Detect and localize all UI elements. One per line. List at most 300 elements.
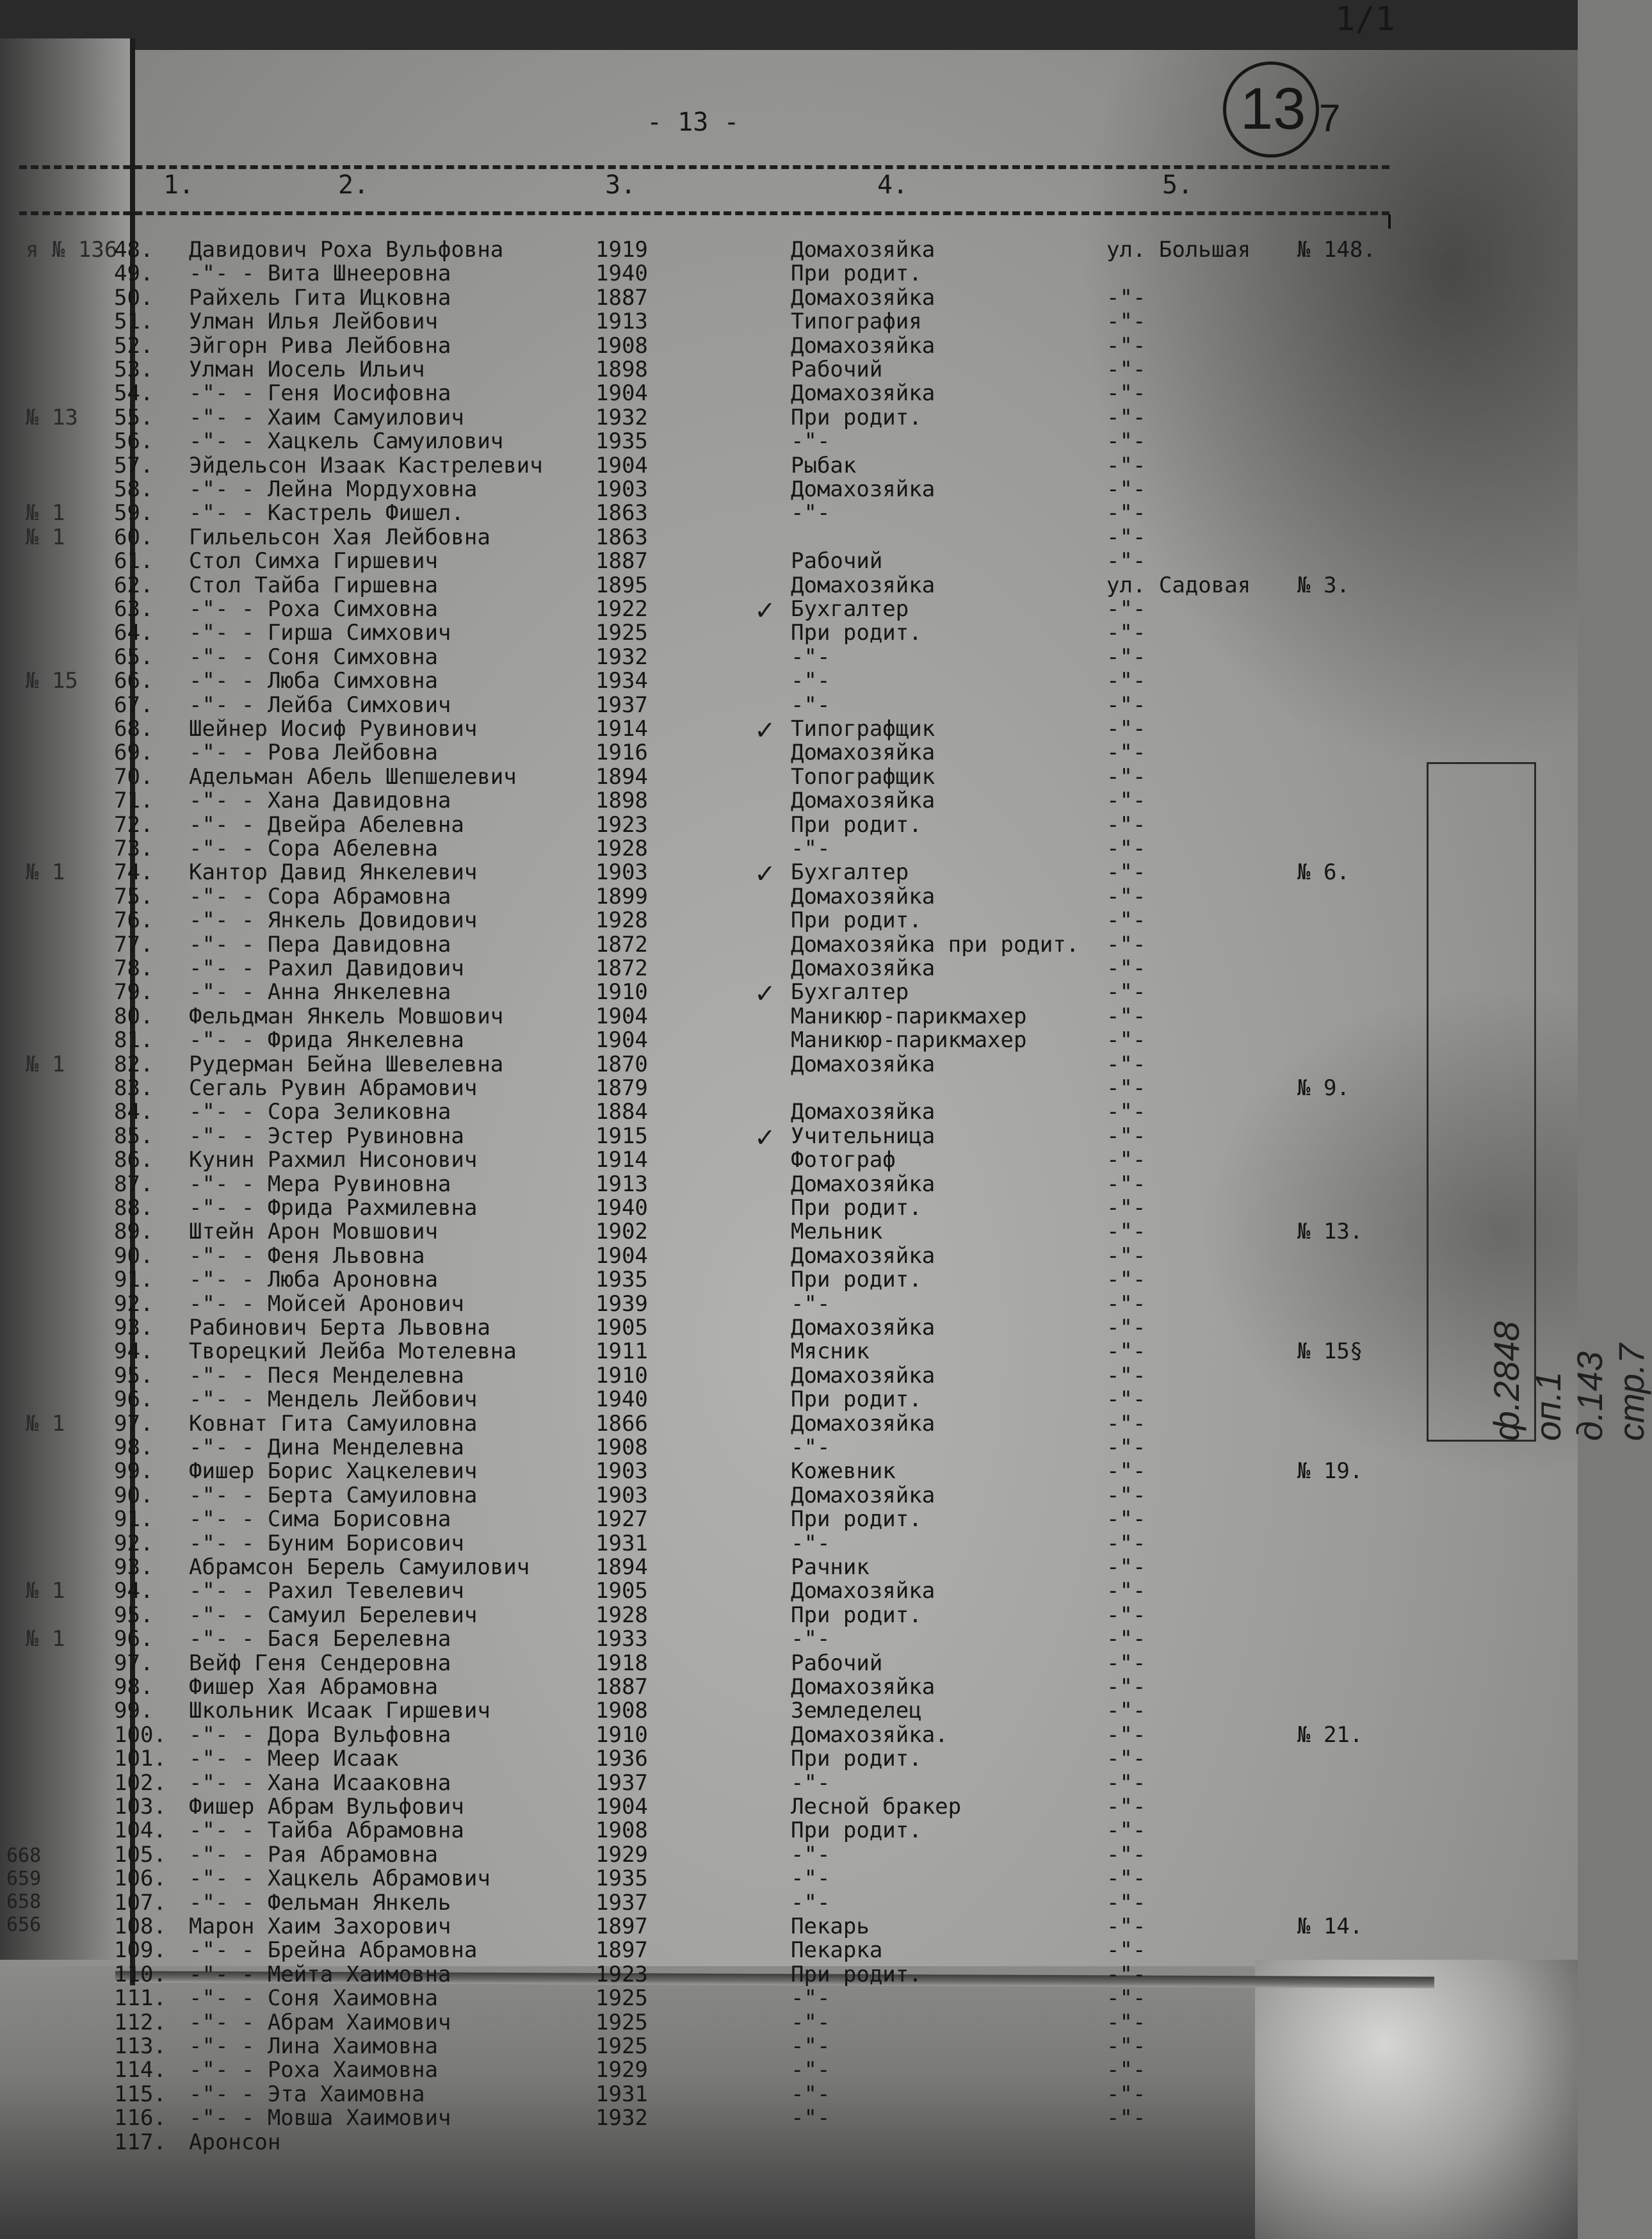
person-name: -"- - Брейна Абрамовна xyxy=(189,1937,478,1964)
birth-year: 1934 xyxy=(595,668,648,694)
birth-year: 1904 xyxy=(595,1027,648,1054)
occupation: -"- xyxy=(791,1889,830,1916)
street-address: ул. Садовая xyxy=(1106,572,1251,598)
table-row xyxy=(0,573,1578,596)
row-margin-note: № 1 xyxy=(26,1410,65,1437)
person-name: Кунин Рахмил Нисонович xyxy=(189,1147,478,1173)
street-address: -"- xyxy=(1106,811,1146,838)
table-row xyxy=(0,500,1578,524)
check-mark-icon: ✓ xyxy=(754,717,776,745)
person-name: Гильельсон Хая Лейбовна xyxy=(189,524,490,550)
row-number: 52. xyxy=(114,332,154,359)
person-name: -"- - Сора Абрамовна xyxy=(189,883,451,909)
street-address: -"- xyxy=(1106,1722,1146,1748)
person-name: Рудерман Бейна Шевелевна xyxy=(189,1051,504,1077)
person-name: -"- - Фрида Рахмилевна xyxy=(189,1195,478,1221)
street-address: -"- xyxy=(1106,1889,1146,1916)
header-tick xyxy=(1388,215,1391,229)
table-row xyxy=(0,237,1578,261)
occupation: При родит. xyxy=(791,620,922,646)
table-row xyxy=(0,1458,1578,1485)
person-name: -"- - Мера Рувиновна xyxy=(189,1171,451,1197)
person-name: -"- - Рова Лейбовна xyxy=(189,740,438,766)
house-number: № 3. xyxy=(1297,572,1350,598)
table-row xyxy=(0,1171,1578,1195)
occupation: При родит. xyxy=(791,1602,922,1628)
birth-year: 1925 xyxy=(595,2033,648,2059)
person-name: -"- - Янкель Довидович xyxy=(189,908,478,934)
row-number: 117. xyxy=(114,2129,166,2155)
person-name: Стол Тайба Гиршевна xyxy=(189,572,438,598)
occupation: При родит. xyxy=(791,1387,922,1413)
street-address: -"- xyxy=(1106,2033,1146,2059)
table-row xyxy=(0,764,1578,788)
row-number: 94. xyxy=(114,1339,154,1365)
occupation: Домахозяйка xyxy=(791,788,935,814)
person-name: Улман Иосель Ильич xyxy=(189,357,425,382)
table-row xyxy=(0,908,1578,934)
table-row xyxy=(0,1794,1578,1818)
row-number: 98. xyxy=(114,1674,154,1700)
row-number: 112. xyxy=(114,2009,166,2035)
birth-year: 1879 xyxy=(595,1075,648,1101)
street-address: -"- xyxy=(1106,1027,1146,1054)
birth-year: 1904 xyxy=(595,1794,648,1820)
occupation: Домахозяйка xyxy=(791,476,935,502)
street-address: ул. Большая xyxy=(1106,237,1251,263)
occupation: Типографщик xyxy=(791,716,935,742)
occupation: Рачник xyxy=(791,1554,870,1580)
birth-year: 1870 xyxy=(595,1051,648,1077)
person-name: Фишер Борис Хацкелевич xyxy=(189,1458,478,1485)
street-address: -"- xyxy=(1106,1242,1146,1269)
person-name: -"- - Фельман Янкель xyxy=(189,1889,451,1916)
row-number: 96. xyxy=(114,1387,154,1413)
person-name: Вейф Геня Сендеровна xyxy=(189,1650,451,1676)
street-address: -"- xyxy=(1106,1075,1146,1101)
table-row xyxy=(0,1195,1578,1219)
street-address: -"- xyxy=(1106,1841,1146,1868)
occupation: -"- xyxy=(791,1866,830,1892)
row-number: 83. xyxy=(114,1075,154,1101)
table-row xyxy=(0,1531,1578,1554)
table-row xyxy=(0,428,1578,455)
person-name: Адельман Абель Шепшелевич xyxy=(189,763,517,790)
table-row xyxy=(0,2129,1578,2153)
table-row xyxy=(0,1219,1578,1245)
table-row xyxy=(0,956,1578,979)
occupation: Домахозяйка xyxy=(791,380,935,407)
occupation: Пекарка xyxy=(791,1937,883,1964)
street-address: -"- xyxy=(1106,836,1146,861)
row-number: 111. xyxy=(114,1985,166,2012)
table-row xyxy=(0,1075,1578,1099)
birth-year: 1931 xyxy=(595,2081,648,2107)
street-address: -"- xyxy=(1106,1746,1146,1772)
street-address: -"- xyxy=(1106,1123,1146,1149)
person-name: -"- - Вита Шнееровна xyxy=(189,261,451,287)
table-row xyxy=(0,525,1578,548)
street-address: -"- xyxy=(1106,740,1146,766)
occupation: Мельник xyxy=(791,1219,883,1245)
person-name: Аронсон xyxy=(189,2129,281,2155)
street-address: -"- xyxy=(1106,1051,1146,1077)
birth-year: 1929 xyxy=(595,1841,648,1868)
row-number: 85. xyxy=(114,1123,154,1149)
occupation: -"- xyxy=(791,1770,830,1796)
person-name: Райхель Гита Ицковна xyxy=(189,284,451,311)
table-row xyxy=(0,1818,1578,1844)
house-number: № 6. xyxy=(1297,859,1350,886)
street-address: -"- xyxy=(1106,1770,1146,1796)
person-name: -"- - Соня Хаимовна xyxy=(189,1985,438,2012)
occupation: -"- xyxy=(791,2057,830,2083)
table-row xyxy=(0,884,1578,908)
person-name: Давидович Роха Вульфовна xyxy=(189,237,504,263)
occupation: -"- xyxy=(791,644,830,670)
street-address: -"- xyxy=(1106,380,1146,407)
row-number: 101. xyxy=(114,1746,166,1772)
row-margin-note: № 1 xyxy=(26,524,65,550)
birth-year: 1898 xyxy=(595,788,648,814)
table-row xyxy=(0,1626,1578,1650)
birth-year: 1910 xyxy=(595,1722,648,1748)
street-address: -"- xyxy=(1106,644,1146,670)
row-number: 76. xyxy=(114,908,154,934)
birth-year: 1910 xyxy=(595,1362,648,1388)
street-address: -"- xyxy=(1106,1866,1146,1892)
birth-year: 1863 xyxy=(595,500,648,526)
table-row xyxy=(0,261,1578,287)
row-number: 53. xyxy=(114,357,154,382)
occupation: Домахозяйка xyxy=(791,1051,935,1077)
stamp-number: 13 xyxy=(1240,76,1306,142)
table-row xyxy=(0,979,1578,1009)
street-address: -"- xyxy=(1106,1362,1146,1388)
person-name: -"- - Феня Львовна xyxy=(189,1242,425,1269)
row-number: 68. xyxy=(114,716,154,742)
row-number: 57. xyxy=(114,452,154,478)
birth-year: 1908 xyxy=(595,1435,648,1460)
table-row xyxy=(0,1962,1578,1985)
table-row xyxy=(0,1435,1578,1458)
row-number: 105. xyxy=(114,1841,166,1868)
street-address: -"- xyxy=(1106,956,1146,981)
column-header-3: 3. xyxy=(605,170,636,200)
person-name: Фельдман Янкель Мовшович xyxy=(189,1003,504,1029)
table-row xyxy=(0,1674,1578,1698)
occupation: Домахозяйка xyxy=(791,1362,935,1388)
birth-year: 1928 xyxy=(595,1602,648,1628)
row-number: 79. xyxy=(114,979,154,1006)
table-row xyxy=(0,357,1578,380)
table-row xyxy=(0,1602,1578,1626)
street-address: -"- xyxy=(1106,332,1146,359)
street-address: -"- xyxy=(1106,284,1146,311)
row-number: 64. xyxy=(114,620,154,646)
street-address: -"- xyxy=(1106,1698,1146,1724)
table-row xyxy=(0,380,1578,407)
street-address: -"- xyxy=(1106,1099,1146,1125)
table-row xyxy=(0,1554,1578,1578)
street-address: -"- xyxy=(1106,1794,1146,1820)
birth-year: 1905 xyxy=(595,1315,648,1340)
street-address: -"- xyxy=(1106,1554,1146,1580)
birth-year: 1903 xyxy=(595,859,648,886)
row-margin-note: № 1 xyxy=(26,1051,65,1077)
birth-year: 1913 xyxy=(595,1171,648,1197)
birth-year: 1937 xyxy=(595,692,648,718)
row-number: 88. xyxy=(114,1195,154,1221)
street-address: -"- xyxy=(1106,1961,1146,1987)
house-number: № 21. xyxy=(1297,1722,1363,1748)
person-name: Эйгорн Рива Лейбовна xyxy=(189,332,451,359)
birth-year: 1904 xyxy=(595,380,648,407)
table-row xyxy=(0,1147,1578,1171)
occupation: При родит. xyxy=(791,1961,922,1987)
row-number: 72. xyxy=(114,811,154,838)
birth-year: 1936 xyxy=(595,1746,648,1772)
occupation: Домахозяйка xyxy=(791,740,935,766)
occupation: Домахозяйка xyxy=(791,284,935,311)
row-number: 96. xyxy=(114,1626,154,1652)
table-row xyxy=(0,1890,1578,1914)
stamp-suffix: 7 xyxy=(1319,97,1341,140)
street-address: -"- xyxy=(1106,1674,1146,1700)
birth-year: 1919 xyxy=(595,237,648,263)
occupation: -"- xyxy=(791,500,830,526)
street-address: -"- xyxy=(1106,1530,1146,1556)
street-address: -"- xyxy=(1106,2081,1146,2107)
occupation: -"- xyxy=(791,2081,830,2107)
column-header-4: 4. xyxy=(877,170,909,200)
birth-year: 1884 xyxy=(595,1099,648,1125)
street-address: -"- xyxy=(1106,1914,1146,1939)
row-number: 93. xyxy=(114,1315,154,1340)
person-name: -"- - Меер Исаак xyxy=(189,1746,399,1772)
house-number: № 13. xyxy=(1297,1219,1363,1245)
street-address: -"- xyxy=(1106,548,1146,574)
row-margin-note: № 1 xyxy=(26,859,65,886)
person-name: -"- - Песя Менделевна xyxy=(189,1362,464,1388)
street-address: -"- xyxy=(1106,1147,1146,1173)
birth-year: 1913 xyxy=(595,309,648,335)
table-row xyxy=(0,1746,1578,1770)
person-name: -"- - Хацкель Абрамович xyxy=(189,1866,490,1892)
person-name: -"- - Дина Менделевна xyxy=(189,1435,464,1460)
row-number: 63. xyxy=(114,596,154,622)
person-name: -"- - Рая Абрамовна xyxy=(189,1841,438,1868)
table-row xyxy=(0,1866,1578,1892)
person-name: -"- - Хацкель Самуилович xyxy=(189,428,504,455)
occupation: Домахозяйка xyxy=(791,1674,935,1700)
table-row xyxy=(0,1483,1578,1506)
occupation: При родит. xyxy=(791,404,922,430)
occupation: Домахозяйка. xyxy=(791,1722,948,1748)
row-number: 56. xyxy=(114,428,154,455)
row-margin-note: № 1 xyxy=(26,500,65,526)
row-number: 60. xyxy=(114,524,154,550)
person-name: -"- - Лейна Мордуховна xyxy=(189,476,478,502)
table-row xyxy=(0,596,1578,625)
row-number: 51. xyxy=(114,309,154,335)
person-name: Эйдельсон Изаак Кастрелевич xyxy=(189,452,543,478)
occupation: Домахозяйка xyxy=(791,332,935,359)
person-name: -"- - Сима Борисовна xyxy=(189,1506,451,1533)
row-number: 115. xyxy=(114,2081,166,2107)
street-address: -"- xyxy=(1106,1410,1146,1437)
birth-year: 1932 xyxy=(595,644,648,670)
person-name: Улман Илья Лейбович xyxy=(189,309,438,335)
street-address: -"- xyxy=(1106,1171,1146,1197)
occupation: Учительница xyxy=(791,1123,935,1149)
table-row xyxy=(0,932,1578,956)
table-row xyxy=(0,1914,1578,1937)
row-number: 100. xyxy=(114,1722,166,1748)
house-number: № 148. xyxy=(1297,237,1376,263)
row-number: 99. xyxy=(114,1458,154,1485)
occupation: При родит. xyxy=(791,908,922,934)
table-row xyxy=(0,1052,1578,1075)
table-row xyxy=(0,405,1578,428)
street-address: -"- xyxy=(1106,1195,1146,1221)
person-name: -"- - Абрам Хаимович xyxy=(189,2009,451,2035)
birth-year: 1898 xyxy=(595,357,648,382)
birth-year: 1903 xyxy=(595,1482,648,1508)
table-row xyxy=(0,812,1578,836)
person-name: -"- - Хана Давидовна xyxy=(189,788,451,814)
person-name: -"- - Анна Янкелевна xyxy=(189,979,451,1006)
table-row xyxy=(0,1027,1578,1054)
occupation: При родит. xyxy=(791,261,922,287)
table-row xyxy=(0,1770,1578,1794)
street-address: -"- xyxy=(1106,428,1146,455)
person-name: -"- - Мовша Хаимович xyxy=(189,2105,451,2131)
person-name: Творецкий Лейба Мотелевна xyxy=(189,1339,517,1365)
table-row xyxy=(0,1937,1578,1964)
street-address: -"- xyxy=(1106,1985,1146,2012)
row-number: 89. xyxy=(114,1219,154,1245)
person-name: -"- - Гирша Симхович xyxy=(189,620,451,646)
birth-year: 1887 xyxy=(595,284,648,311)
occupation: Рабочий xyxy=(791,548,883,574)
page-number: - 13 - xyxy=(647,108,740,137)
row-number: 49. xyxy=(114,261,154,287)
table-row xyxy=(0,644,1578,668)
row-number: 109. xyxy=(114,1937,166,1964)
table-row xyxy=(0,2081,1578,2105)
person-name: -"- - Сора Зеликовна xyxy=(189,1099,451,1125)
birth-year: 1911 xyxy=(595,1339,648,1365)
table-row xyxy=(0,1267,1578,1293)
row-number: 62. xyxy=(114,572,154,598)
street-address: -"- xyxy=(1106,476,1146,502)
row-number: 93. xyxy=(114,1554,154,1580)
street-address: -"- xyxy=(1106,452,1146,478)
birth-year: 1925 xyxy=(595,620,648,646)
birth-year: 1939 xyxy=(595,1290,648,1317)
table-row xyxy=(0,476,1578,500)
table-row xyxy=(0,1123,1578,1152)
table-row xyxy=(0,1339,1578,1365)
row-number: 90. xyxy=(114,1482,154,1508)
row-number: 92. xyxy=(114,1290,154,1317)
row-number: 69. xyxy=(114,740,154,766)
street-address: -"- xyxy=(1106,716,1146,742)
person-name: -"- - Соня Симховна xyxy=(189,644,438,670)
row-number: 84. xyxy=(114,1099,154,1125)
birth-year: 1927 xyxy=(595,1506,648,1533)
row-number: 66. xyxy=(114,668,154,694)
street-address: -"- xyxy=(1106,859,1146,886)
occupation: Домахозяйка xyxy=(791,237,935,263)
street-address: -"- xyxy=(1106,2105,1146,2131)
street-address: -"- xyxy=(1106,620,1146,646)
birth-year: 1929 xyxy=(595,2057,648,2083)
person-name: -"- - Мойсей Аронович xyxy=(189,1290,464,1317)
street-address: -"- xyxy=(1106,524,1146,550)
table-row xyxy=(0,1698,1578,1722)
street-address: -"- xyxy=(1106,2057,1146,2083)
birth-year: 1894 xyxy=(595,763,648,790)
row-number: 95. xyxy=(114,1362,154,1388)
row-number: 81. xyxy=(114,1027,154,1054)
row-number: 54. xyxy=(114,380,154,407)
street-address: -"- xyxy=(1106,1650,1146,1676)
occupation: Домахозяйка xyxy=(791,1242,935,1269)
row-number: 50. xyxy=(114,284,154,311)
occupation: Рабочий xyxy=(791,1650,883,1676)
person-name: Фишер Хая Абрамовна xyxy=(189,1674,438,1700)
occupation: Кожевник xyxy=(791,1458,896,1485)
birth-year: 1914 xyxy=(595,716,648,742)
occupation: Домахозяйка xyxy=(791,1410,935,1437)
street-address: -"- xyxy=(1106,1315,1146,1340)
birth-year: 1932 xyxy=(595,404,648,430)
street-address: -"- xyxy=(1106,1267,1146,1293)
occupation: Домахозяйка xyxy=(791,1315,935,1340)
birth-year: 1872 xyxy=(595,931,648,957)
occupation: Рабочий xyxy=(791,357,883,382)
row-number: 87. xyxy=(114,1171,154,1197)
occupation: При родит. xyxy=(791,1195,922,1221)
occupation: Земледелец xyxy=(791,1698,922,1724)
row-margin-note: № 1 xyxy=(26,1626,65,1652)
person-name: -"- - Тайба Абрамовна xyxy=(189,1818,464,1844)
person-name: -"- - Хаим Самуилович xyxy=(189,404,464,430)
check-mark-icon: ✓ xyxy=(754,597,776,625)
street-address: -"- xyxy=(1106,1290,1146,1317)
table-row xyxy=(0,716,1578,745)
row-number: 82. xyxy=(114,1051,154,1077)
person-name: -"- - Люба Ароновна xyxy=(189,1267,438,1293)
occupation: Маникюр-парикмахер xyxy=(791,1003,1027,1029)
street-address: -"- xyxy=(1106,788,1146,814)
row-number: 110. xyxy=(114,1961,166,1987)
person-name: -"- - Рахил Давидович xyxy=(189,956,464,981)
occupation: Пекарь xyxy=(791,1914,870,1939)
check-mark-icon: ✓ xyxy=(754,860,776,889)
birth-year: 1923 xyxy=(595,811,648,838)
person-name: -"- - Бася Берелевна xyxy=(189,1626,451,1652)
row-number: 98. xyxy=(114,1435,154,1460)
person-name: -"- - Пера Давидовна xyxy=(189,931,451,957)
birth-year: 1935 xyxy=(595,1866,648,1892)
birth-year: 1928 xyxy=(595,836,648,861)
birth-year: 1887 xyxy=(595,1674,648,1700)
birth-year: 1866 xyxy=(595,1410,648,1437)
birth-year: 1928 xyxy=(595,908,648,934)
